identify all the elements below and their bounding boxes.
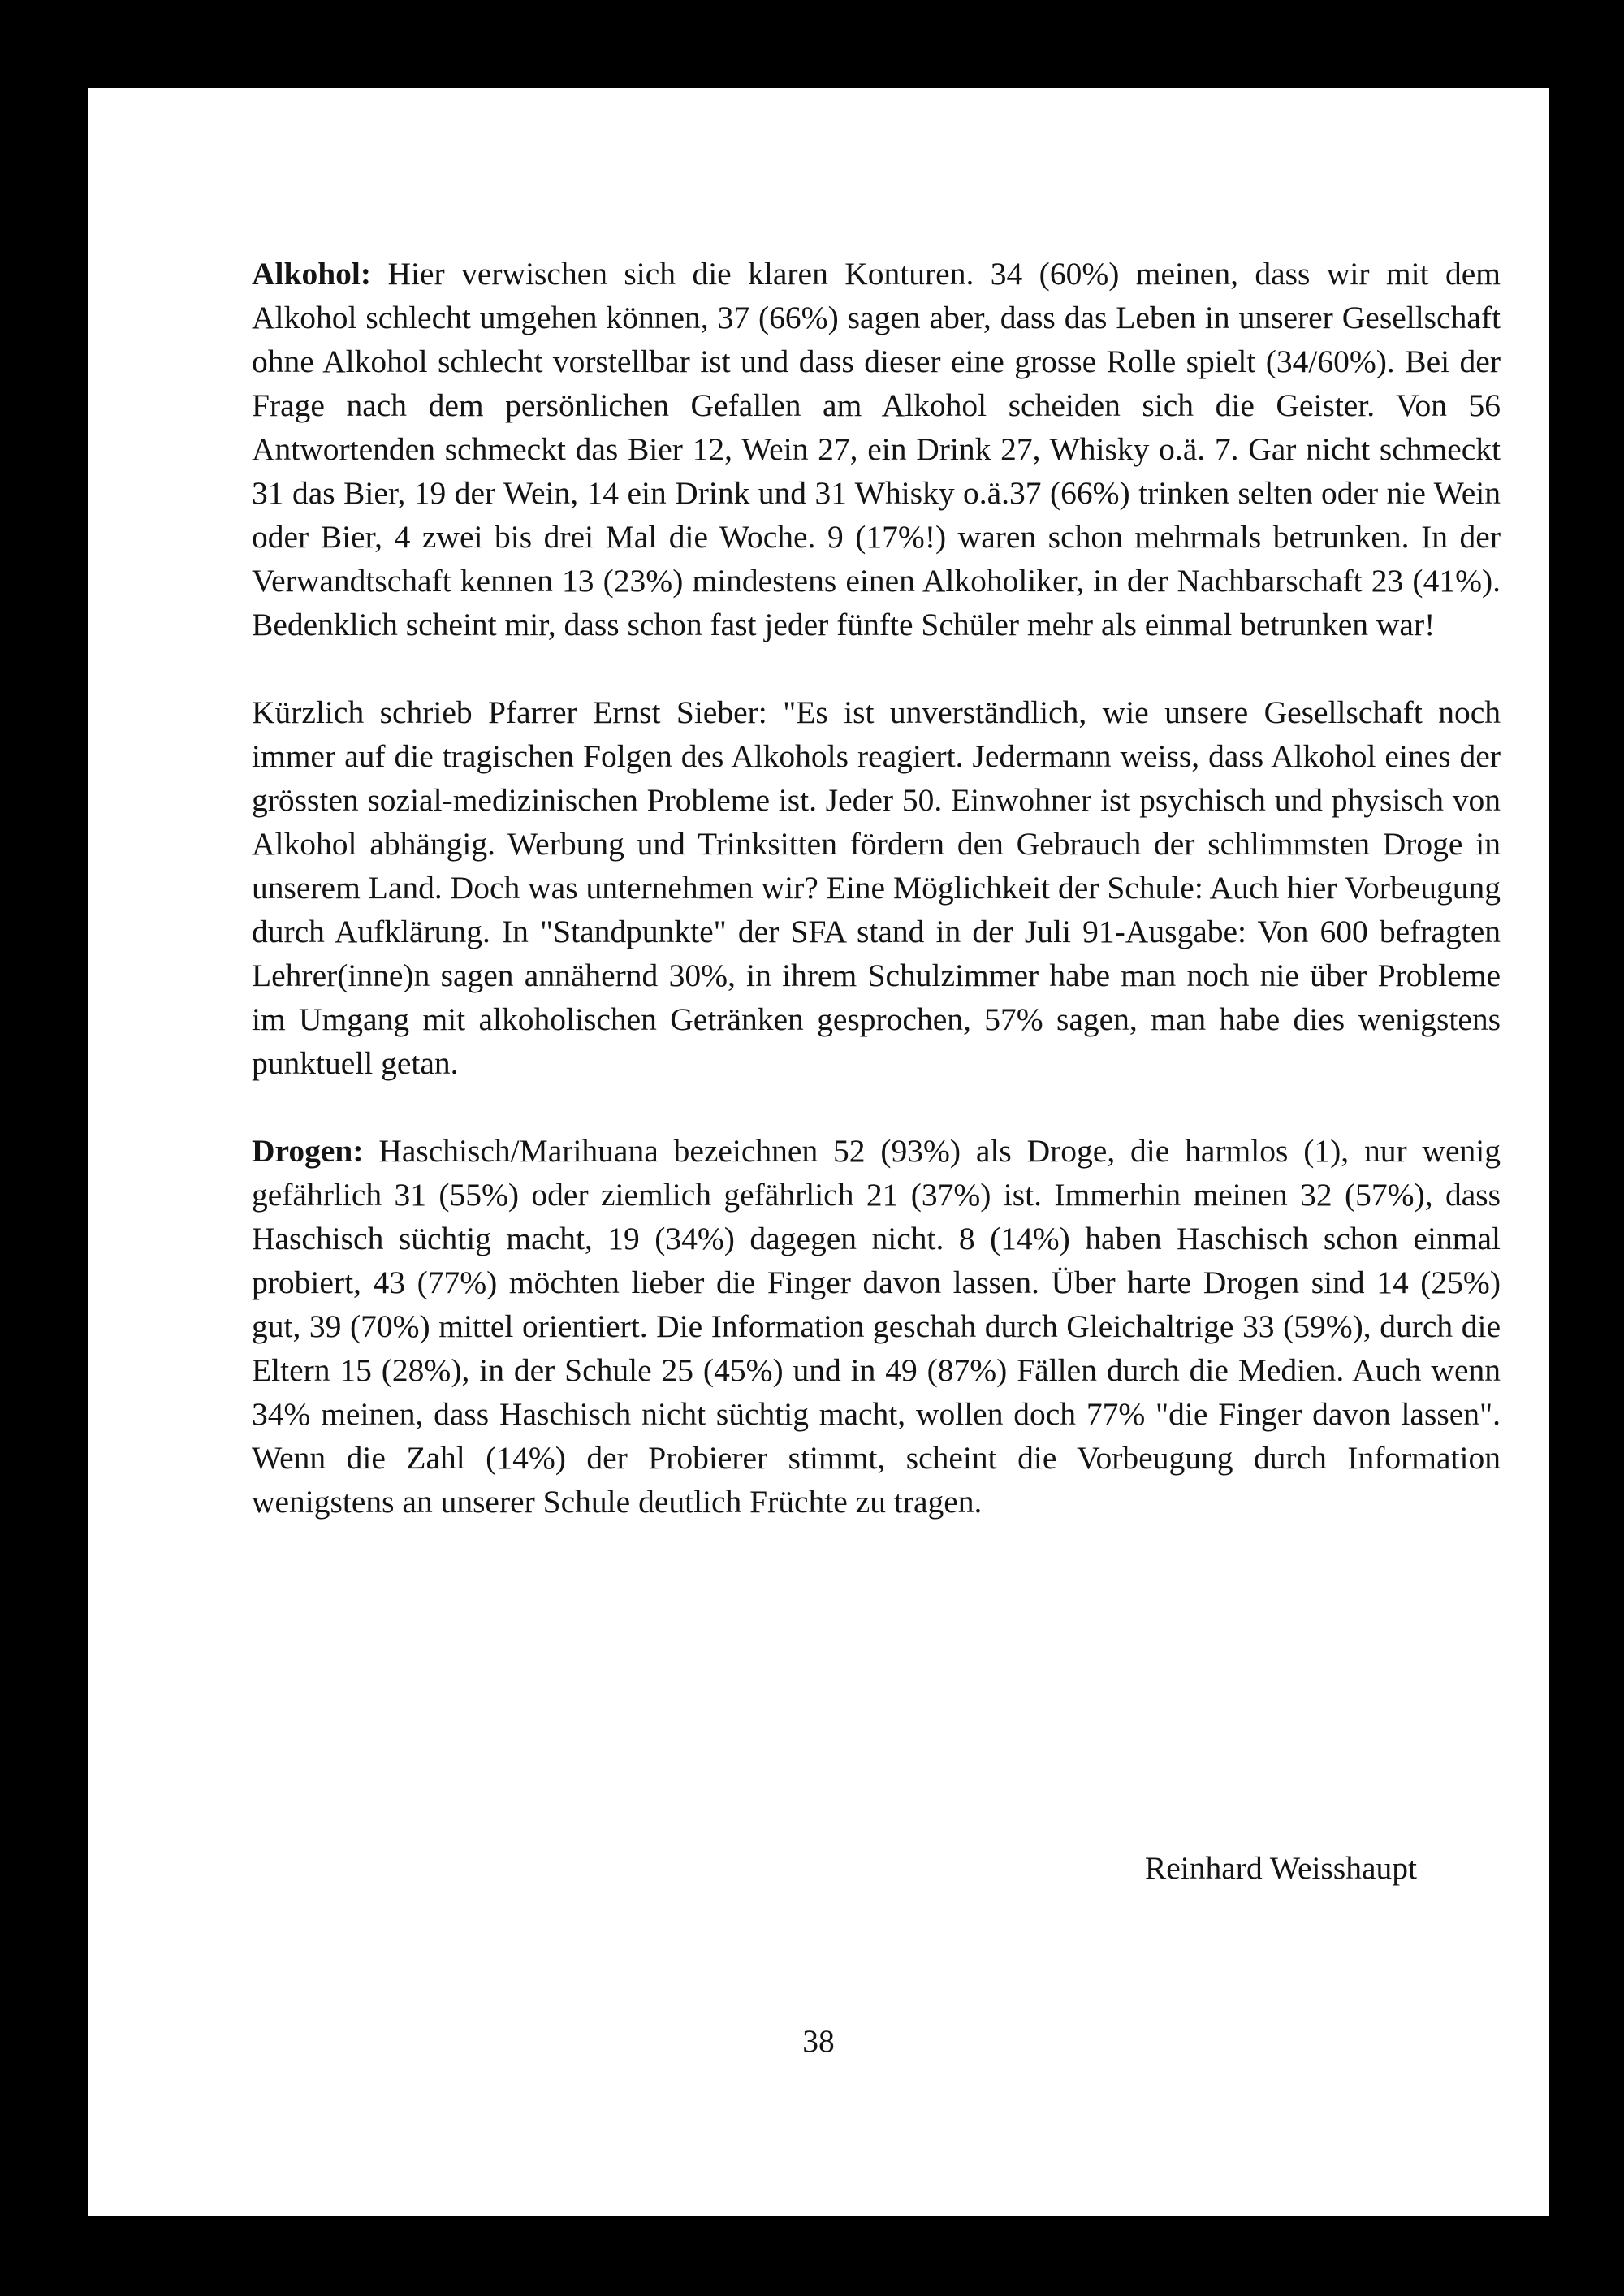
section-heading-drogen: Drogen: (252, 1133, 364, 1169)
paragraph-text: Hier verwischen sich die klaren Konturen. 34 (60%) meinen, dass wir mit dem Alkohol schlecht umgehen können, 37 (66%) sagen aber, dass das Leben in unserer Gesellschaft ohne Alkohol schlecht vorstellbar ist und dass dieser eine grosse Rolle spielt (34/60%). Bei der Frage nach dem persönlichen Gefallen am Alkohol scheiden sich die Geister. Von 56 Antwortenden schmeckt das Bier 12, Wein 27, ein Drink 27, Whisky o.ä. 7. Gar nicht schmeckt 31 das Bier, 19 der Wein, 14 ein Drink und 31 Whisky o.ä.37 (66%) trinken selten oder nie Wein oder Bier, 4 zwei bis drei Mal die Woche. 9 (17%!) waren schon mehrmals betrunken. In der Verwandtschaft kennen 13 (23%) mindestens einen Alkoholiker, in der Nachbarschaft 23 (41%). Bedenklich scheint mir, dass schon fast jeder fünfte Schüler mehr als einmal betrunken war! (252, 256, 1501, 642)
paragraph-quote-sieber (252, 690, 1501, 1085)
page-number: 38 (802, 2023, 835, 2059)
author-signature: Reinhard Weisshaupt (1144, 1850, 1417, 1886)
document-page (88, 88, 1549, 2216)
paragraph-alkohol (252, 252, 1501, 646)
section-heading-alkohol: Alkohol: (252, 256, 372, 292)
paragraph-drogen (252, 1129, 1501, 1524)
article-body (252, 252, 1501, 1524)
paragraph-text: Kürzlich schrieb Pfarrer Ernst Sieber: "Es ist unverständlich, wie unsere Gesellschaft noch immer auf die tragischen Folgen des Alkohols reagiert. Jedermann weiss, dass Alkohol eines der grössten sozial-medizinischen Probleme ist. Jeder 50. Einwohner ist psychisch und physisch von Alkohol abhängig. Werbung und Trinksitten fördern den Gebrauch der schlimmsten Droge in unserem Land. Doch was unternehmen wir? Eine Möglichkeit der Schule: Auch hier Vorbeugung durch Aufklärung. In "Standpunkte" der SFA stand in der Juli 91-Ausgabe: Von 600 befragten Lehrer(inne)n sagen annähernd 30%, in ihrem Schulzimmer habe man noch nie über Probleme im Umgang mit alkoholischen Getränken gesprochen, 57% sagen, man habe dies wenigstens punktuell getan. (252, 694, 1501, 1081)
paragraph-text: Haschisch/Marihuana bezeichnen 52 (93%) als Droge, die harmlos (1), nur wenig gefährlich 31 (55%) oder ziemlich gefährlich 21 (37%) ist. Immerhin meinen 32 (57%), dass Haschisch süchtig macht, 19 (34%) dagegen nicht. 8 (14%) haben Haschisch schon einmal probiert, 43 (77%) möchten lieber die Finger davon lassen. Über harte Drogen sind 14 (25%) gut, 39 (70%) mittel orientiert. Die Information geschah durch Gleichaltrige 33 (59%), durch die Eltern 15 (28%), in der Schule 25 (45%) und in 49 (87%) Fällen durch die Medien. Auch wenn 34% meinen, dass Haschisch nicht süchtig macht, wollen doch 77% "die Finger davon lassen". Wenn die Zahl (14%) der Probierer stimmt, scheint die Vorbeugung durch Information wenigstens an unserer Schule deutlich Früchte zu tragen. (252, 1133, 1501, 1520)
